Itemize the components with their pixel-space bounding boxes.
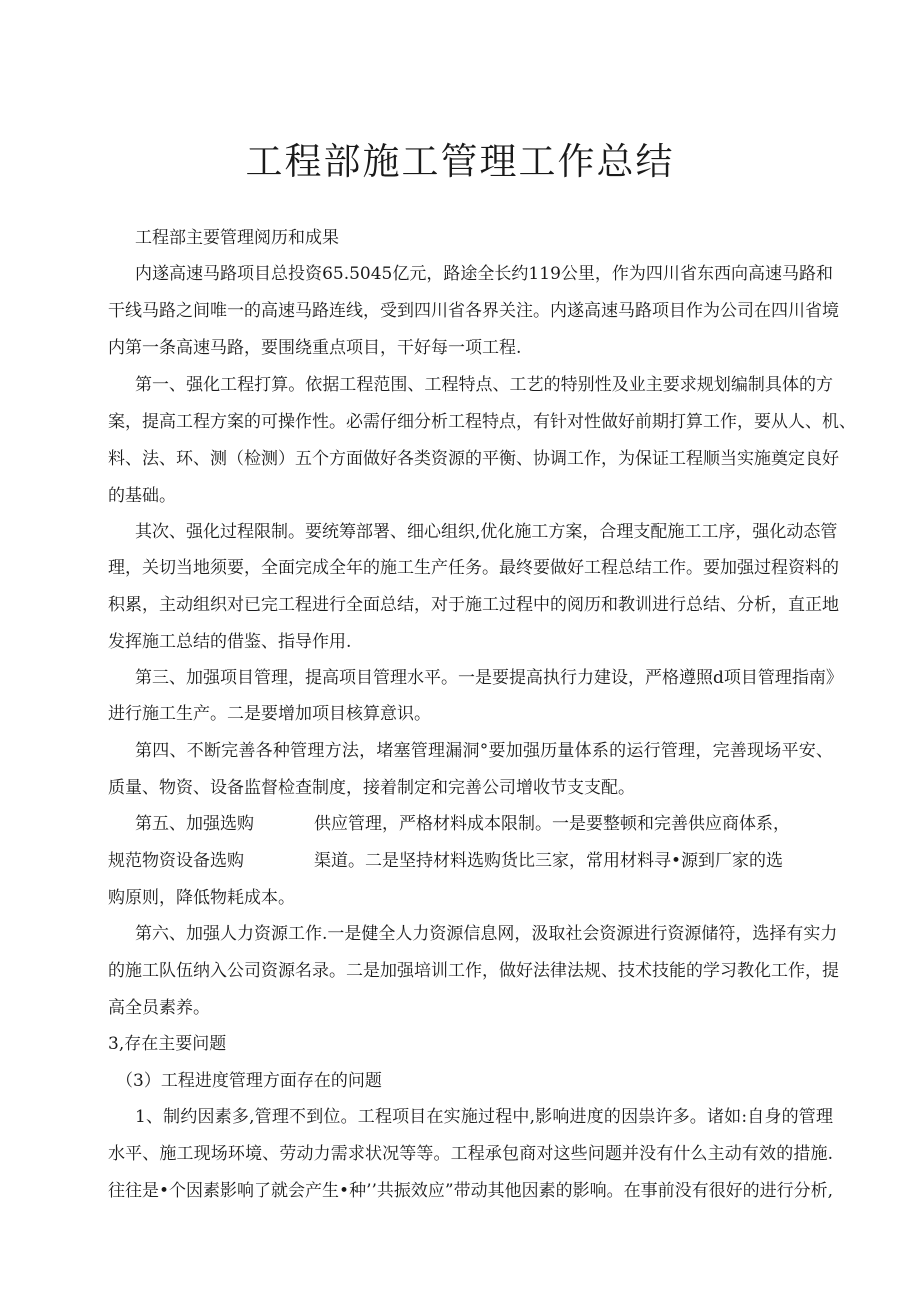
- paragraph-line-part: 规范物资设备选购: [108, 851, 244, 871]
- paragraph-line: 案，提高工程方案的可操作性。必需仔细分析工程特点，有针对性做好前期打算工作，要从人、机、: [108, 412, 856, 432]
- paragraph-line: 高全员素养。: [108, 998, 210, 1018]
- section-heading: 工程部主要管理阅历和成果: [135, 228, 339, 248]
- section-heading: 3,存在主要问题: [108, 1034, 227, 1054]
- paragraph-line: 内遂高速马路项目总投资65.5045亿元，路途全长约119公里，作为四川省东西向高速马路和: [135, 264, 833, 284]
- paragraph-line-part: 第五、加强选购: [135, 814, 254, 834]
- paragraph-line: 料、法、环、测（检测）五个方面做好各类资源的平衡、协调工作，为保证工程顺当实施奠定良好: [108, 449, 839, 469]
- paragraph-line-part: 供应管理，严格材料成本限制。一是要整顿和完善供应商体系，: [314, 814, 790, 834]
- paragraph-line: 第四、不断完善各种管理方法，堵塞管理漏洞°要加强历量体系的运行管理，完善现场平安、: [135, 741, 833, 761]
- paragraph-line: 购原则，降低物耗成本。: [108, 888, 295, 908]
- paragraph-line: 第六、加强人力资源工作.一是健全人力资源信息网，汲取社会资源进行资源储符，选择有实力: [135, 924, 838, 944]
- paragraph-line: 理，关切当地须要，全面完成全年的施工生产任务。最终要做好工程总结工作。要加强过程资料的: [108, 558, 839, 578]
- paragraph-line: 第三、加强项目管理，提高项目管理水平。一是要提高执行力建设，严格遵照d项目管理指南》: [135, 668, 843, 688]
- paragraph-line: 进行施工生产。二是要增加项目核算意识。: [108, 704, 431, 724]
- paragraph-line: 其次、强化过程限制。要统筹部署、细心组织,优化施工方案，合理支配施工工序，强化动态管: [135, 522, 838, 542]
- paragraph-line: 的施工队伍纳入公司资源名录。二是加强培训工作，做好法律法规、技术技能的学习教化工作，提: [108, 961, 839, 981]
- paragraph-line: 的基础。: [108, 486, 176, 506]
- paragraph-line-part: 渠道。二是坚持材料选购货比三家，常用材料寻•源到厂家的选: [314, 851, 784, 871]
- paragraph-line: 质量、物资、设备监督检查制度，接着制定和完善公司增收节支支配。: [108, 778, 635, 798]
- paragraph-line: 第一、强化工程打算。依据工程范围、工程特点、工艺的特别性及业主要求规划编制具体的方: [135, 375, 833, 395]
- paragraph-line: 内第一条高速马路，要围绕重点项目，干好每一项工程.: [108, 338, 522, 358]
- paragraph-line: 发挥施工总结的借鉴、指导作用.: [108, 632, 352, 652]
- paragraph-line: 往往是•个因素影响了就会产生•种’’共振效应”带动其他因素的影响。在事前没有很好的进行分析,: [108, 1181, 833, 1201]
- paragraph-line: 水平、施工现场环境、劳动力需求状况等等。工程承包商对这些问题并没有什么主动有效的措施.: [108, 1144, 833, 1164]
- document-title: 工程部施工管理工作总结: [245, 139, 675, 183]
- subsection-heading: （3）工程进度管理方面存在的问题: [116, 1071, 382, 1091]
- paragraph-line: 1、制约因素多,管理不到位。工程项目在实施过程中,影响进度的因祟许多。诸如:自身的管理: [135, 1107, 833, 1127]
- paragraph-line: 干线马路之间唯一的高速马路连线，受到四川省各界关注。内遂高速马路项目作为公司在四川省境: [108, 301, 839, 321]
- paragraph-line: 积累，主动组织对已完工程进行全面总结，对于施工过程中的阅历和教训进行总结、分析，直正地: [108, 595, 839, 615]
